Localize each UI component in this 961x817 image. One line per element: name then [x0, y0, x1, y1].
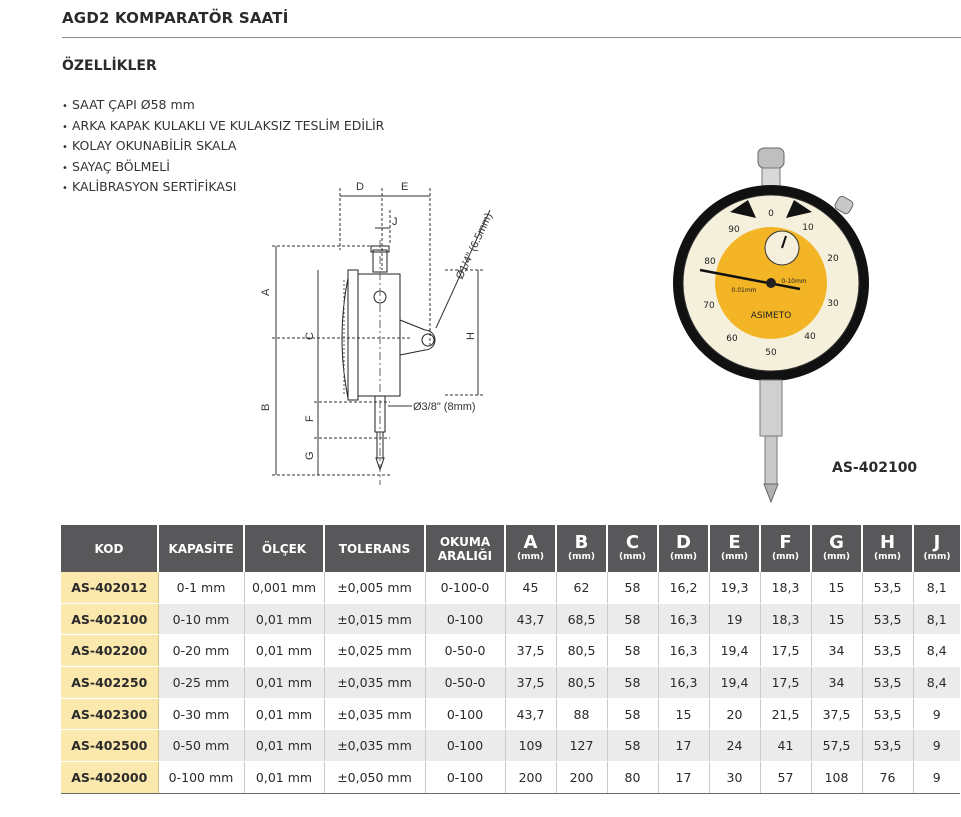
table-cell: 17 [658, 730, 709, 762]
table-cell: 200 [556, 762, 607, 794]
table-cell: 0,01 mm [244, 762, 324, 794]
table-cell: 34 [811, 635, 862, 667]
feature-text: KOLAY OKUNABİLİR SKALA [72, 138, 237, 153]
table-body [61, 572, 960, 793]
lug-hole [422, 334, 434, 346]
dim-label-e: E [401, 181, 409, 193]
table-cell: 20 [709, 698, 760, 730]
dim-label-h: H [465, 332, 477, 340]
scale-number: 50 [765, 348, 777, 358]
table-cell: 0-100-0 [425, 572, 505, 603]
scale-number: 20 [827, 254, 839, 264]
table-cell: 62 [556, 572, 607, 603]
product-code-cell: AS-402000 [61, 762, 158, 794]
bullet-icon: • [62, 162, 68, 174]
table-cell: 8,4 [913, 667, 960, 699]
product-code-cell: AS-402012 [61, 572, 158, 603]
table-cell: 41 [760, 730, 811, 762]
table-cell: 15 [811, 572, 862, 603]
table-cell: 53,5 [862, 730, 913, 762]
section-heading: ÖZELLİKLER [62, 58, 157, 74]
header-d: D (mm) [658, 525, 709, 572]
header-c: C (mm) [607, 525, 658, 572]
table-cell: 9 [913, 698, 960, 730]
table-cell: 16,2 [658, 572, 709, 603]
header-olcek: ÖLÇEK [244, 525, 324, 572]
table-cell: ±0,025 mm [324, 635, 425, 667]
bezel-side [348, 270, 358, 400]
feature-text: SAYAÇ BÖLMELİ [72, 158, 170, 174]
header-e: E (mm) [709, 525, 760, 572]
header-g: G (mm) [811, 525, 862, 572]
table-cell: ±0,035 mm [324, 698, 425, 730]
scale-number: 90 [728, 225, 740, 235]
table-cell: 16,3 [658, 635, 709, 667]
table-cell: 68,5 [556, 603, 607, 635]
table-cell: 0-100 [425, 730, 505, 762]
table-cell: 34 [811, 667, 862, 699]
table-row [61, 603, 960, 635]
table-cell: 43,7 [505, 698, 556, 730]
scale-number: 10 [802, 223, 814, 233]
table-cell: 58 [607, 730, 658, 762]
header-b: B (mm) [556, 525, 607, 572]
table-cell: 76 [862, 762, 913, 794]
table-row [61, 698, 960, 730]
spindle [765, 436, 777, 484]
table-cell: 8,4 [913, 635, 960, 667]
table-cell: 57 [760, 762, 811, 794]
table-cell: 53,5 [862, 603, 913, 635]
table-cell: 16,3 [658, 603, 709, 635]
table-cell: 53,5 [862, 572, 913, 603]
header-kapasite: KAPASİTE [158, 525, 244, 572]
table-cell: 0,001 mm [244, 572, 324, 603]
header-kod: KOD [61, 525, 158, 572]
table-cell: 0-50-0 [425, 635, 505, 667]
feature-item [62, 137, 384, 158]
table-cell: 53,5 [862, 667, 913, 699]
table-cell: 8,1 [913, 603, 960, 635]
table-cell: 18,3 [760, 603, 811, 635]
spindle-sleeve [760, 380, 782, 436]
dim-label-b: B [260, 403, 272, 411]
table-cell: 0-1 mm [158, 572, 244, 603]
title-divider [62, 37, 961, 38]
scale-number: 70 [703, 301, 715, 311]
table-cell: 0,01 mm [244, 730, 324, 762]
table-cell: 80,5 [556, 667, 607, 699]
table-row [61, 762, 960, 794]
feature-text: SAAT ÇAPI Ø58 mm [72, 97, 195, 112]
table-cell: 16,3 [658, 667, 709, 699]
page-title: AGD2 KOMPARATÖR SAATİ [62, 9, 289, 27]
table-cell: 9 [913, 730, 960, 762]
table-cell: 109 [505, 730, 556, 762]
table-cell: 80 [607, 762, 658, 794]
table-cell: 17,5 [760, 635, 811, 667]
table-cell: 0-20 mm [158, 635, 244, 667]
product-code-cell: AS-402300 [61, 698, 158, 730]
table-cell: 0-100 [425, 762, 505, 794]
table-row [61, 635, 960, 667]
scale-number: 0 [768, 209, 774, 219]
bullet-icon: • [62, 101, 68, 112]
table-cell: 37,5 [505, 635, 556, 667]
table-row [61, 572, 960, 603]
table-cell: 0-50 mm [158, 730, 244, 762]
table-cell: 30 [709, 762, 760, 794]
table-cell: 88 [556, 698, 607, 730]
table-cell: 0-10 mm [158, 603, 244, 635]
header-tolerans: TOLERANS [324, 525, 425, 572]
table-cell: 19,3 [709, 572, 760, 603]
table-cell: 53,5 [862, 698, 913, 730]
table-cell: ±0,050 mm [324, 762, 425, 794]
table-cell: 17,5 [760, 667, 811, 699]
feature-item [62, 96, 384, 117]
feature-text: ARKA KAPAK KULAKLI VE KULAKSIZ TESLİM EDİLİR [72, 117, 385, 133]
dim-label-g: G [304, 451, 316, 460]
table-cell: 45 [505, 572, 556, 603]
table-cell: 19,4 [709, 635, 760, 667]
dim-label-c: C [304, 332, 316, 340]
dim-label-d: D [356, 181, 364, 193]
spindle-note: Ø3/8" (8mm) [413, 401, 476, 413]
contact-point [764, 484, 778, 502]
table-cell: 37,5 [811, 698, 862, 730]
table-cell: 0-25 mm [158, 667, 244, 699]
gauge-body [358, 274, 400, 396]
table-cell: 0,01 mm [244, 698, 324, 730]
table-cell: ±0,015 mm [324, 603, 425, 635]
table-cell: 0,01 mm [244, 635, 324, 667]
table-cell: 17 [658, 762, 709, 794]
scale-number: 60 [726, 334, 738, 344]
product-code-cell: AS-402100 [61, 603, 158, 635]
table-cell: ±0,005 mm [324, 572, 425, 603]
table-cell: 18,3 [760, 572, 811, 603]
brand-logo: ASIMETO [750, 311, 792, 321]
table-cell: 127 [556, 730, 607, 762]
table-cell: 58 [607, 572, 658, 603]
bullet-icon: • [62, 121, 68, 133]
table-cell: 80,5 [556, 635, 607, 667]
bullet-icon: • [62, 183, 68, 194]
table-cell: 0,01 mm [244, 667, 324, 699]
scale-number: 80 [704, 257, 716, 267]
header-j: J (mm) [913, 525, 960, 572]
table-row [61, 667, 960, 699]
header-okuma-araligi: OKUMA ARALIĞI [425, 525, 505, 572]
table-cell: ±0,035 mm [324, 667, 425, 699]
table-cell: 24 [709, 730, 760, 762]
table-cell: 58 [607, 667, 658, 699]
table-cell: 58 [607, 698, 658, 730]
table-cell: 37,5 [505, 667, 556, 699]
table-cell: 8,1 [913, 572, 960, 603]
table-row [61, 730, 960, 762]
table-cell: 58 [607, 635, 658, 667]
table-cell: 200 [505, 762, 556, 794]
table-cell: 21,5 [760, 698, 811, 730]
table-cell: 0-50-0 [425, 667, 505, 699]
dim-label-a: A [260, 288, 272, 296]
header-a: A (mm) [505, 525, 556, 572]
product-code-cell: AS-402250 [61, 667, 158, 699]
table-cell: ±0,035 mm [324, 730, 425, 762]
dimension-drawing [240, 170, 540, 490]
table-cell: 108 [811, 762, 862, 794]
scale-number: 30 [827, 299, 839, 309]
table-cell: 15 [811, 603, 862, 635]
product-code-cell: AS-402200 [61, 635, 158, 667]
header-f: F (mm) [760, 525, 811, 572]
needle-hub [766, 278, 776, 288]
table-cell: 58 [607, 603, 658, 635]
table-cell: 0-100 [425, 603, 505, 635]
resolution-note: 0.01mm [731, 287, 757, 294]
table-cell: 19 [709, 603, 760, 635]
table-cell: 19,4 [709, 667, 760, 699]
top-knob [758, 148, 784, 168]
table-cell: 0-100 [425, 698, 505, 730]
feature-text: KALİBRASYON SERTİFİKASI [72, 179, 237, 194]
header-h: H (mm) [862, 525, 913, 572]
table-cell: 43,7 [505, 603, 556, 635]
dim-label-j: J [392, 216, 398, 228]
table-cell: 0-100 mm [158, 762, 244, 794]
stem-note: Ø1/4" (6.5mm) [453, 211, 496, 282]
table-header-row [61, 525, 960, 572]
range-note: 0-10mm [781, 278, 807, 285]
dim-label-f: F [304, 415, 316, 422]
feature-item [62, 117, 384, 138]
table-cell: 57,5 [811, 730, 862, 762]
model-label: AS-402100 [832, 460, 918, 476]
spec-table [61, 525, 960, 794]
product-code-cell: AS-402500 [61, 730, 158, 762]
table-cell: 0-30 mm [158, 698, 244, 730]
bullet-icon: • [62, 142, 68, 153]
scale-number: 40 [804, 332, 816, 342]
table-cell: 0,01 mm [244, 603, 324, 635]
table-cell: 53,5 [862, 635, 913, 667]
table-cell: 9 [913, 762, 960, 794]
table-cell: 15 [658, 698, 709, 730]
